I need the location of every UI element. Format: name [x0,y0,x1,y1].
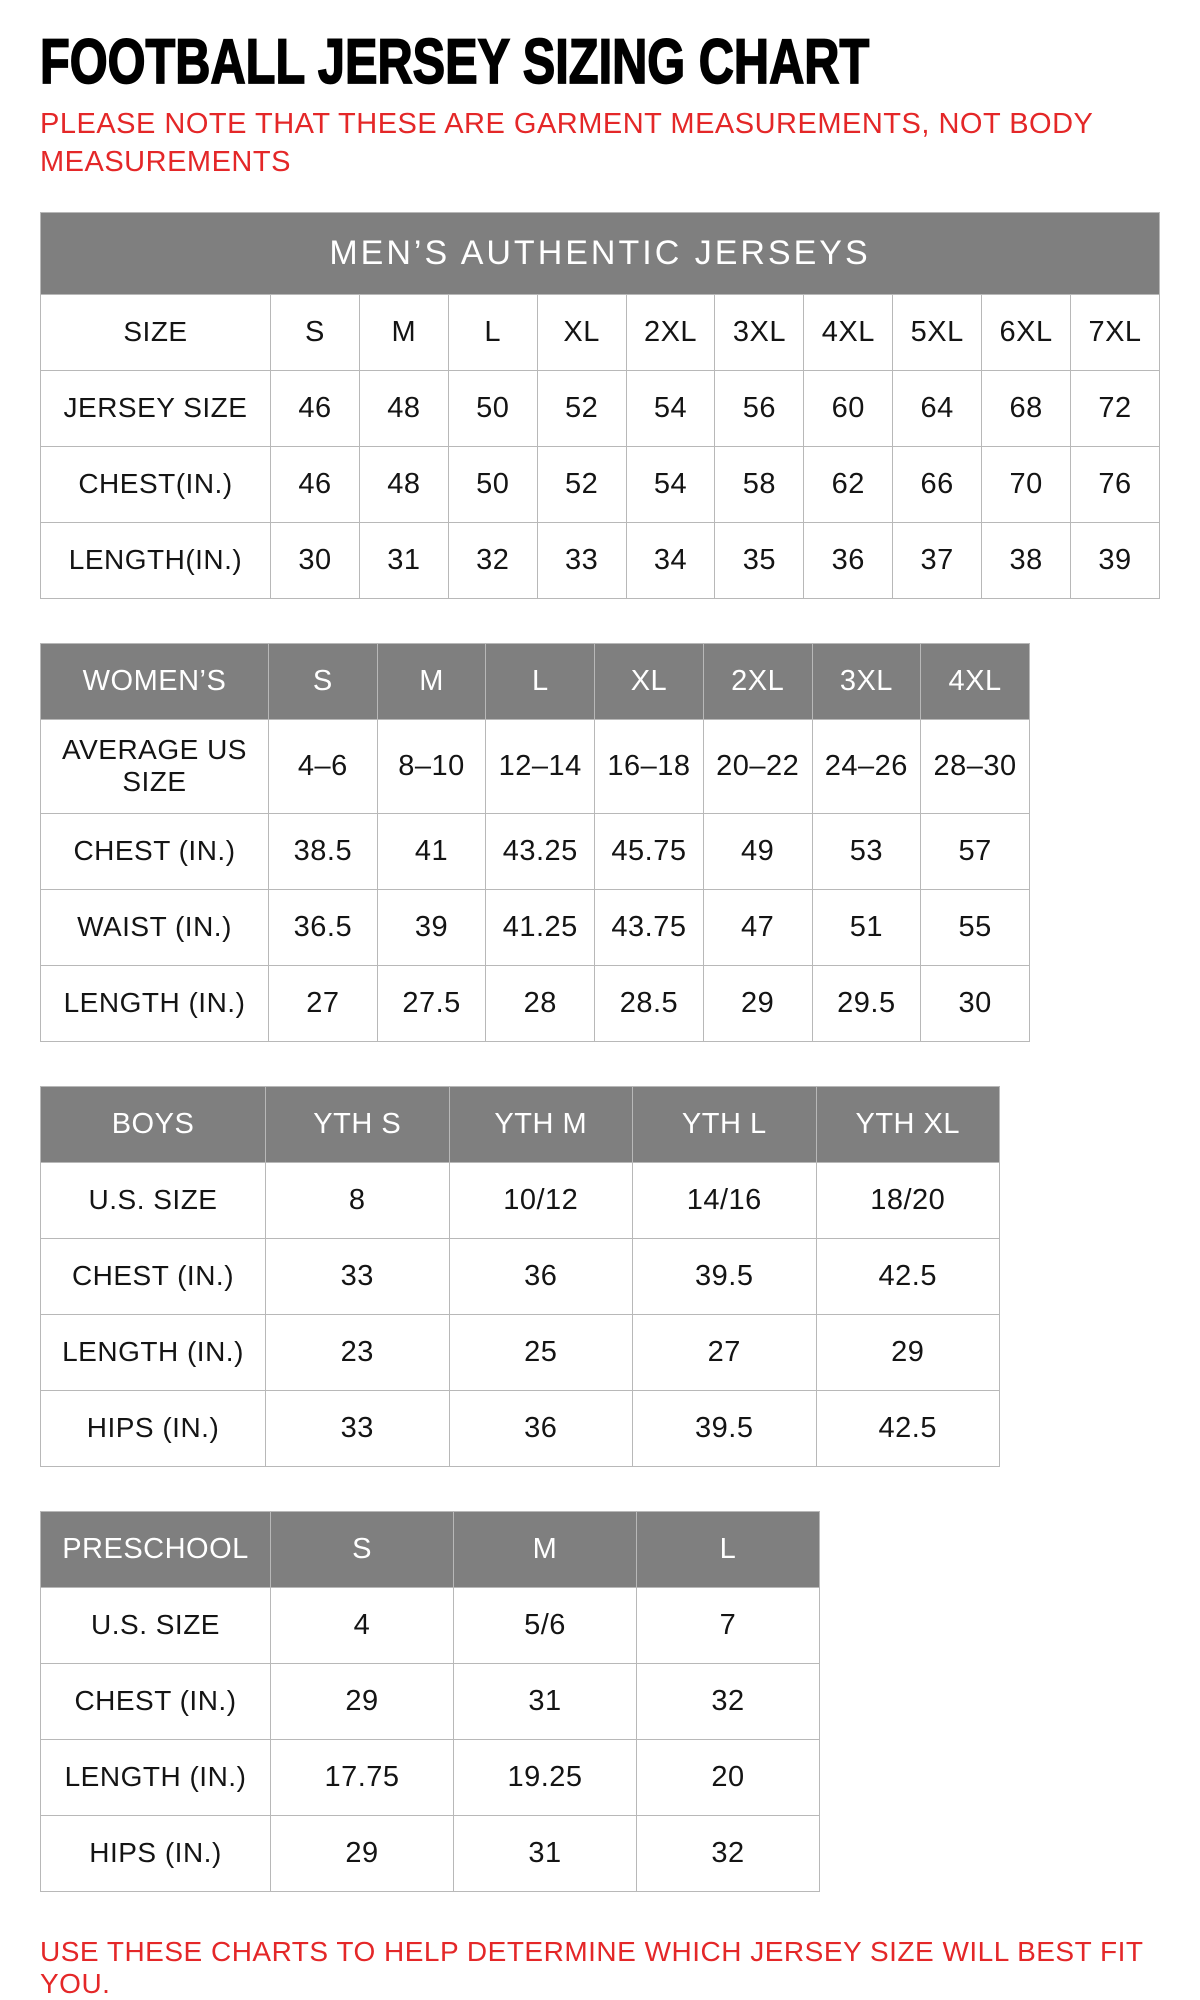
table-cell: 12–14 [486,719,595,813]
row-label: LENGTH(IN.) [41,522,271,598]
row-label: SIZE [41,294,271,370]
table-cell: 58 [715,446,804,522]
table-cell: 29 [816,1314,1000,1390]
table-cell: 5/6 [454,1587,637,1663]
table-cell: 41 [377,813,486,889]
size-header-cell: YTH M [449,1086,633,1162]
row-label: U.S. SIZE [41,1587,271,1663]
table-cell: 46 [271,446,360,522]
table-cell: 64 [893,370,982,446]
table-row [41,446,1160,522]
table-row [41,1162,1000,1238]
table-banner-row [41,212,1160,294]
size-header-cell: XL [595,643,704,719]
size-header-cell: YTH XL [816,1086,1000,1162]
table-cell: 76 [1071,446,1160,522]
table-cell: 60 [804,370,893,446]
row-label: AVERAGE US SIZE [41,719,269,813]
row-label: CHEST (IN.) [41,1238,266,1314]
row-label: LENGTH (IN.) [41,1739,271,1815]
table-cell: 3XL [715,294,804,370]
row-label: WAIST (IN.) [41,889,269,965]
table-cell: 43.25 [486,813,595,889]
table-row [41,294,1160,370]
table-cell: 29 [271,1663,454,1739]
row-label: LENGTH (IN.) [41,965,269,1041]
table-cell: 50 [448,370,537,446]
table-cell: 8–10 [377,719,486,813]
row-label: CHEST (IN.) [41,1663,271,1739]
table-cell: 33 [266,1238,450,1314]
table-cell: 34 [626,522,715,598]
table-cell: 36 [804,522,893,598]
table-header-row [41,643,1030,719]
table-row [41,1663,820,1739]
table-cell: 28 [486,965,595,1041]
table-cell: 39 [1071,522,1160,598]
table-cell: 29 [271,1815,454,1891]
table-cell: 36.5 [269,889,378,965]
table-cell: 33 [266,1390,450,1466]
table-cell: 24–26 [812,719,921,813]
table-cell: 18/20 [816,1162,1000,1238]
table-header-row [41,1511,820,1587]
table-cell: 54 [626,370,715,446]
table-cell: 50 [448,446,537,522]
footer-note: USE THESE CHARTS TO HELP DETERMINE WHICH JERSEY SIZE WILL BEST FIT YOU. [40,1935,1143,1999]
row-label: U.S. SIZE [41,1162,266,1238]
table-cell: 66 [893,446,982,522]
table-banner: MEN’S AUTHENTIC JERSEYS [41,212,1160,294]
preschool-sizing-table [40,1511,820,1892]
table-cell: 29.5 [812,965,921,1041]
table-cell: 31 [454,1663,637,1739]
size-header-cell: M [377,643,486,719]
table-cell: 30 [271,522,360,598]
table-cell: 32 [448,522,537,598]
table-cell: 17.75 [271,1739,454,1815]
table-cell: 14/16 [633,1162,817,1238]
table-cell: 29 [703,965,812,1041]
table-cell: 28.5 [595,965,704,1041]
table-cell: 27.5 [377,965,486,1041]
table-cell: 28–30 [921,719,1030,813]
table-cell: 48 [359,370,448,446]
size-header-cell: L [486,643,595,719]
table-cell: 32 [637,1663,820,1739]
size-header-cell: S [269,643,378,719]
table-cell: 49 [703,813,812,889]
table-header-label: WOMEN’S [41,643,269,719]
table-cell: 37 [893,522,982,598]
table-cell: 32 [637,1815,820,1891]
row-label: JERSEY SIZE [41,370,271,446]
table-cell: 41.25 [486,889,595,965]
size-header-cell: 2XL [703,643,812,719]
table-row [41,1390,1000,1466]
womens-sizing-table [40,643,1030,1042]
table-cell: 4XL [804,294,893,370]
row-label: HIPS (IN.) [41,1815,271,1891]
table-cell: 31 [454,1815,637,1891]
table-row [41,1739,820,1815]
table-cell: 6XL [982,294,1071,370]
table-cell: 36 [449,1238,633,1314]
size-header-cell: YTH L [633,1086,817,1162]
table-cell: L [448,294,537,370]
table-cell: 7 [637,1587,820,1663]
table-cell: 55 [921,889,1030,965]
garment-measurement-note: PLEASE NOTE THAT THESE ARE GARMENT MEASUREMENTS, NOT BODY MEASUREMENTS [40,108,1093,179]
size-header-cell: S [271,1511,454,1587]
size-header-cell: M [454,1511,637,1587]
table-cell: 52 [537,370,626,446]
table-cell: 54 [626,446,715,522]
table-cell: 68 [982,370,1071,446]
table-cell: 30 [921,965,1030,1041]
table-cell: 39.5 [633,1390,817,1466]
table-cell: 47 [703,889,812,965]
table-cell: XL [537,294,626,370]
table-cell: 42.5 [816,1238,1000,1314]
table-cell: 20–22 [703,719,812,813]
table-row [41,889,1030,965]
table-cell: 39 [377,889,486,965]
table-cell: 27 [633,1314,817,1390]
table-header-row [41,1086,1000,1162]
table-row [41,1314,1000,1390]
table-cell: 53 [812,813,921,889]
table-cell: 5XL [893,294,982,370]
table-row [41,370,1160,446]
size-header-cell: 3XL [812,643,921,719]
table-cell: 57 [921,813,1030,889]
row-label: CHEST (IN.) [41,813,269,889]
table-row [41,1815,820,1891]
table-cell: 51 [812,889,921,965]
table-cell: 4 [271,1587,454,1663]
table-cell: 27 [269,965,378,1041]
row-label: LENGTH (IN.) [41,1314,266,1390]
table-cell: 56 [715,370,804,446]
table-cell: 36 [449,1390,633,1466]
table-cell: 7XL [1071,294,1160,370]
table-cell: 70 [982,446,1071,522]
table-cell: 45.75 [595,813,704,889]
table-cell: 33 [537,522,626,598]
row-label: CHEST(IN.) [41,446,271,522]
table-row [41,965,1030,1041]
table-cell: 43.75 [595,889,704,965]
table-cell: 39.5 [633,1238,817,1314]
boys-sizing-table [40,1086,1000,1467]
table-cell: 8 [266,1162,450,1238]
table-cell: 38.5 [269,813,378,889]
size-header-cell: L [637,1511,820,1587]
table-cell: 2XL [626,294,715,370]
table-cell: 38 [982,522,1071,598]
table-cell: 52 [537,446,626,522]
table-cell: 16–18 [595,719,704,813]
table-row [41,522,1160,598]
table-row [41,813,1030,889]
row-label: HIPS (IN.) [41,1390,266,1466]
table-row [41,719,1030,813]
table-cell: 4–6 [269,719,378,813]
table-cell: 35 [715,522,804,598]
table-cell: M [359,294,448,370]
table-row [41,1587,820,1663]
table-cell: 20 [637,1739,820,1815]
mens-authentic-jerseys-table [40,212,1160,599]
table-cell: 25 [449,1314,633,1390]
table-cell: 10/12 [449,1162,633,1238]
size-header-cell: 4XL [921,643,1030,719]
table-cell: 23 [266,1314,450,1390]
table-cell: S [271,294,360,370]
table-row [41,1238,1000,1314]
table-header-label: BOYS [41,1086,266,1162]
table-cell: 72 [1071,370,1160,446]
table-cell: 48 [359,446,448,522]
table-cell: 42.5 [816,1390,1000,1466]
table-cell: 46 [271,370,360,446]
table-cell: 19.25 [454,1739,637,1815]
table-header-label: PRESCHOOL [41,1511,271,1587]
size-header-cell: YTH S [266,1086,450,1162]
table-cell: 62 [804,446,893,522]
table-cell: 31 [359,522,448,598]
page-title: FOOTBALL JERSEY SIZING CHART [40,27,870,98]
